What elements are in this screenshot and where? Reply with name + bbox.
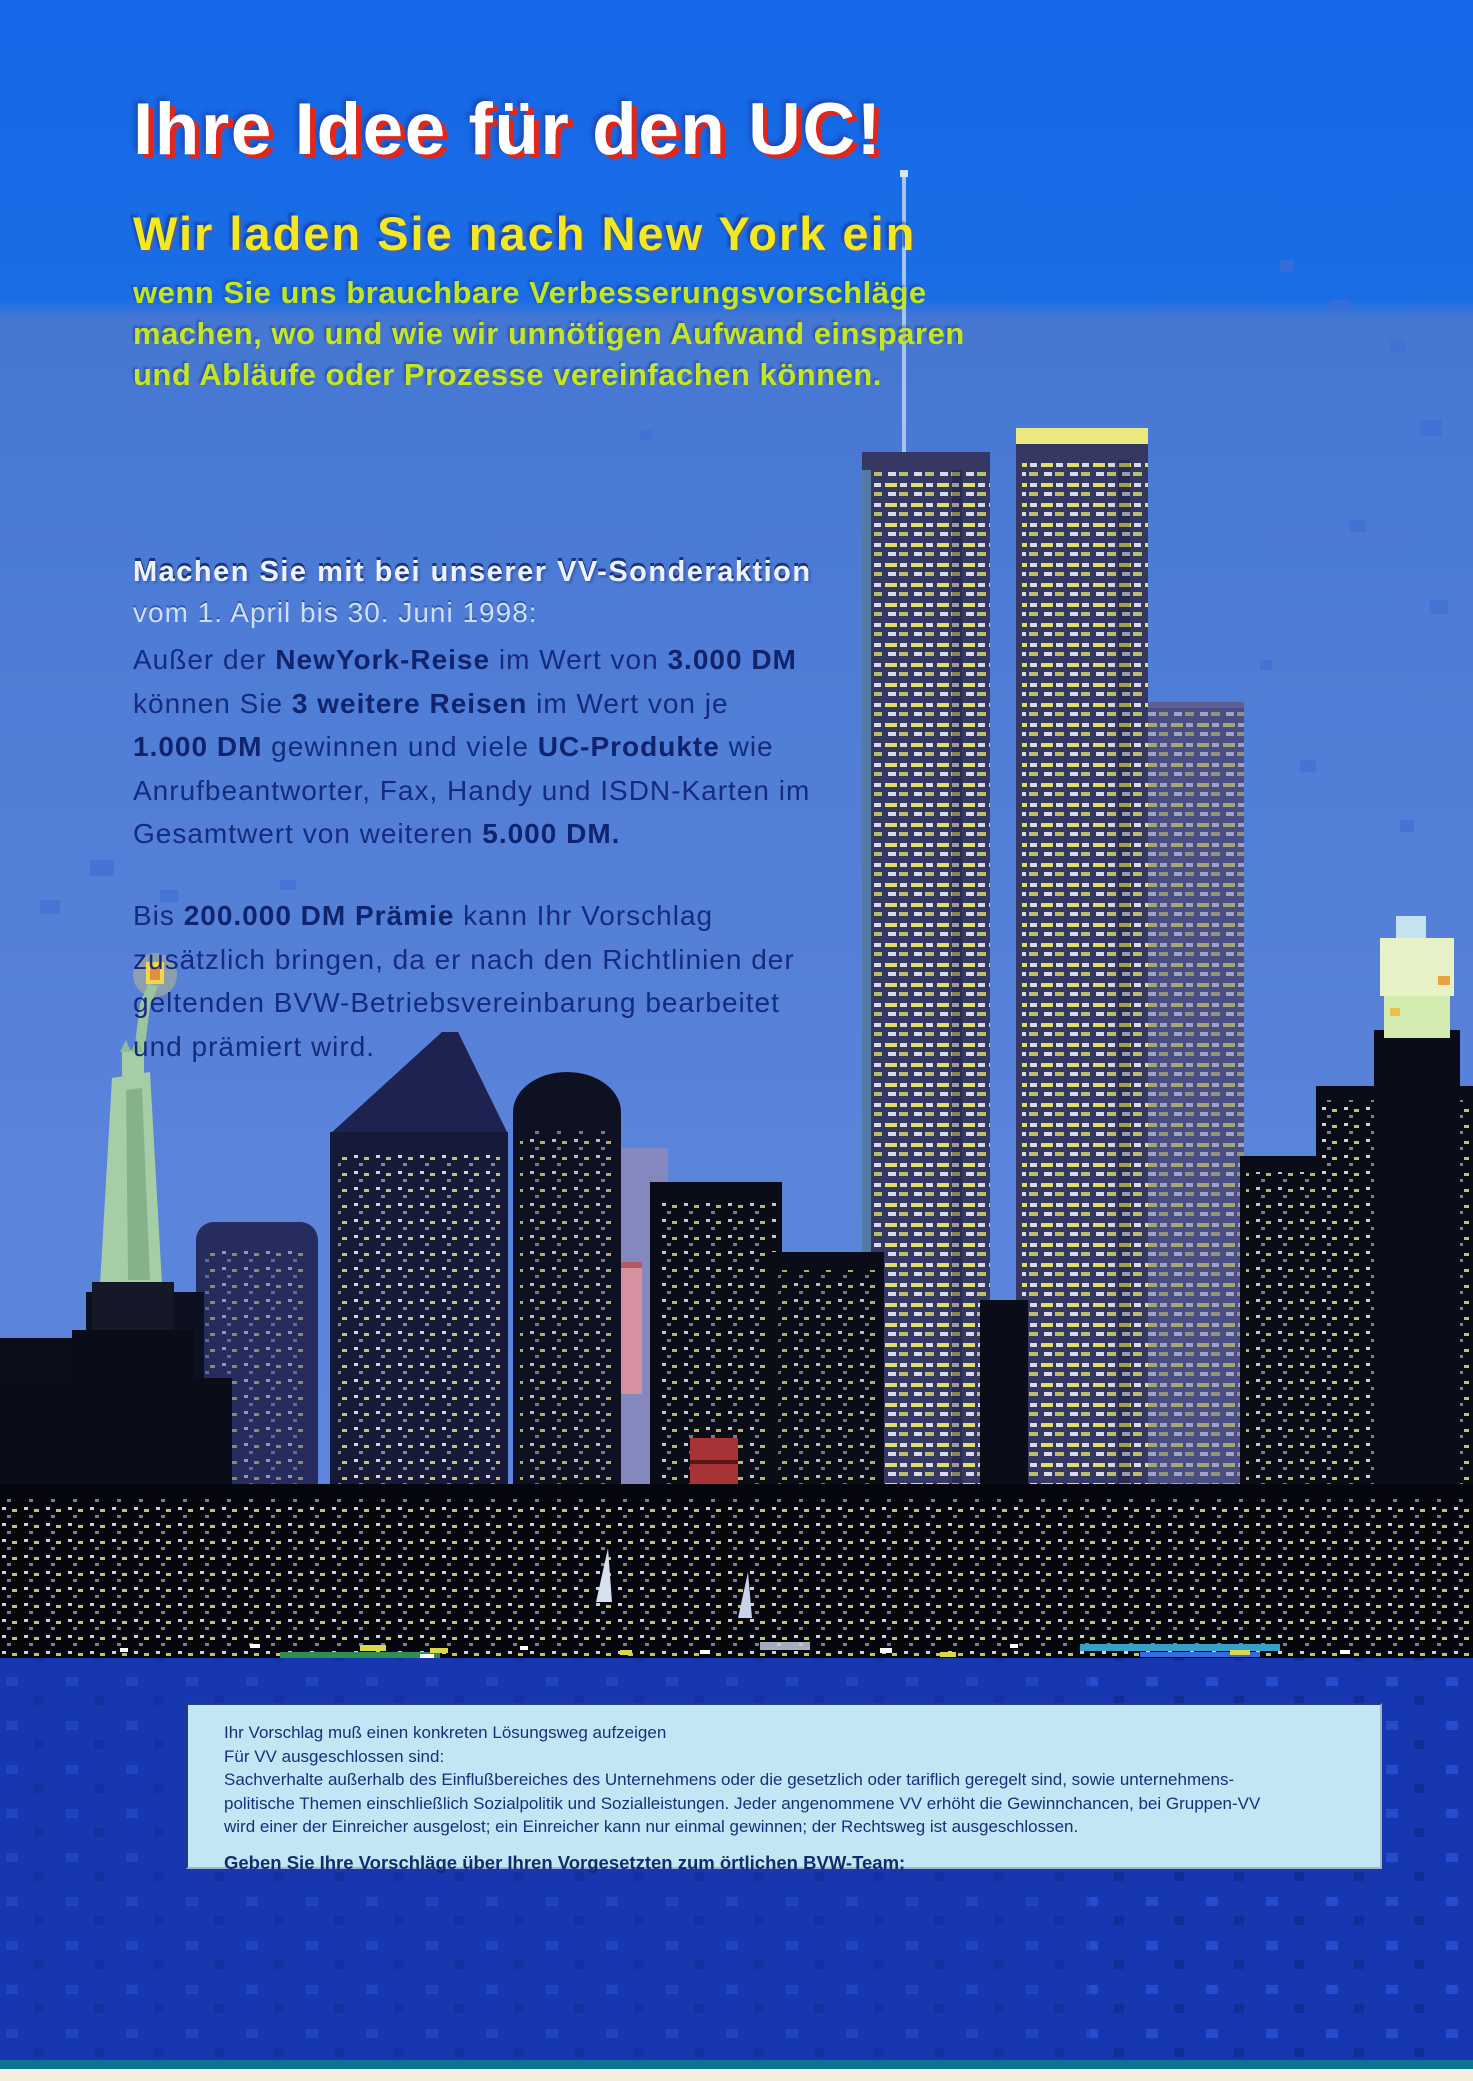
cta-line: Geben Sie Ihre Vorschläge über Ihren Vorgesetzten zum örtlichen BVW-Team: [224,1851,906,1873]
text-line: geltenden BVW-Betriebsvereinbarung bearbeitet [133,987,780,1018]
promo-dates: vom 1. April bis 30. Juni 1998: [133,597,538,628]
south-tower [1016,428,1148,1660]
text-line: Bis 200.000 DM Prämie kann Ihr Vorschlag [133,900,714,931]
intro-line: machen, wo und wie wir unnötigen Aufwand einsparen [133,316,965,351]
bottom-cream-strip [0,2069,1473,2081]
rule-line: Für VV ausgeschlossen sind: [224,1746,445,1766]
text-line: Gesamtwert von weiteren 5.000 DM. [133,818,621,849]
rule-line: politische Themen einschließlich Sozialpolitik und Sozialleistungen. Jeder angenommene VV erhöht die Gewinnchancen, bei Gruppen-VV [224,1793,1261,1813]
prizes-paragraph [133,638,810,856]
text-line: zusätzlich bringen, da er nach den Richtlinien der [133,943,795,975]
rules-box [186,1703,1382,1873]
text-line: Anrufbeantworter, Fax, Handy und ISDN-Karten im [133,774,811,806]
text-line: 1.000 DM gewinnen und viele UC-Produkte wie [133,731,774,762]
text-line: können Sie 3 weitere Reisen im Wert von je [133,687,729,719]
premium-paragraph [133,894,795,1068]
rule-line: Sachverhalte außerhalb des Einflußbereiches des Unternehmens oder die gesetzlich oder tariflich geregelt sind, sowie unternehmens- [224,1770,1235,1789]
statue-pedestal [92,1282,174,1334]
text-line: Außer der NewYork-Reise im Wert von 3.000 DM [133,644,797,675]
intro-paragraph [133,272,965,395]
rule-line: wird einer der Einreicher ausgelost; ein Einreicher kann nur einmal gewinnen; der Rechtsweg ist ausgeschlossen. [224,1817,1079,1836]
promo-headline: Machen Sie mit bei unserer VV-Sonderaktion [133,556,812,588]
poster-subtitle: Wir laden Sie nach New York ein [133,207,917,260]
text-line: und prämiert wird. [133,1030,376,1062]
intro-line: wenn Sie uns brauchbare Verbesserungsvorschläge [133,275,927,310]
intro-line: und Abläufe oder Prozesse vereinfachen können. [133,357,882,392]
poster-title: Ihre Idee für den UC! [133,89,883,170]
rule-line: Ihr Vorschlag muß einen konkreten Lösungsweg aufzeigen [224,1723,667,1742]
